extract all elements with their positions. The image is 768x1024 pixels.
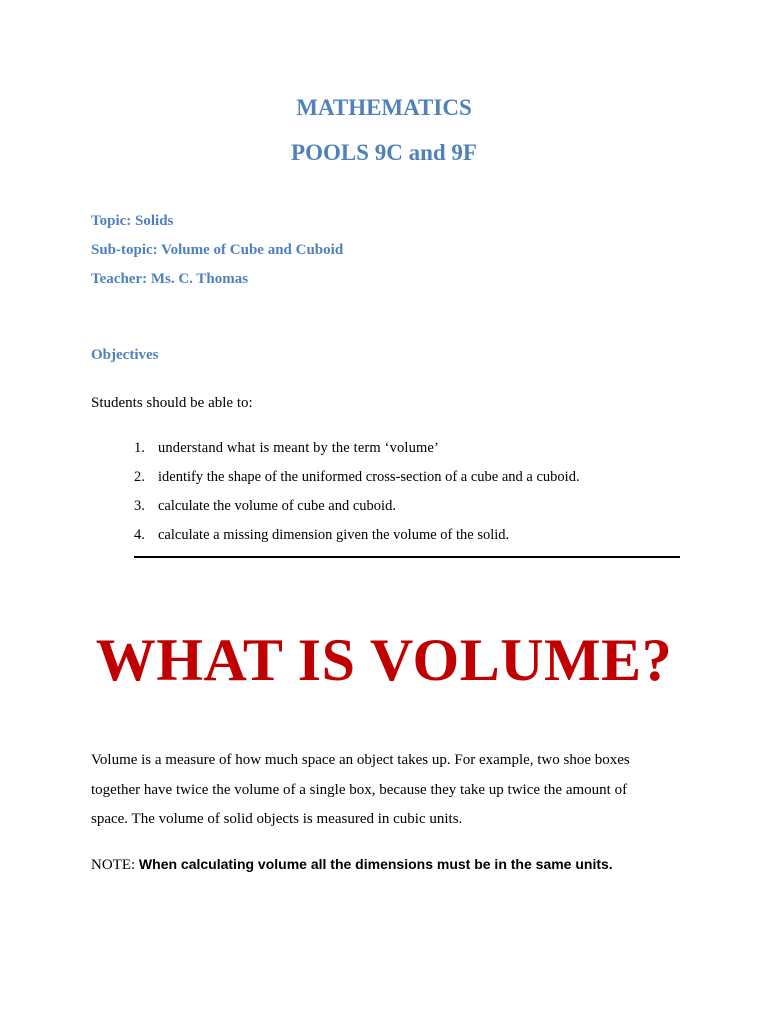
volume-heading: WHAT IS VOLUME? — [95, 627, 673, 693]
teacher-line: Teacher: Ms. C. Thomas — [91, 271, 249, 287]
note-label: NOTE: — [91, 857, 139, 873]
pools-title: POOLS 9C and 9F — [291, 140, 477, 165]
objective-item — [134, 526, 580, 555]
topic-line: Topic: Solids — [91, 213, 174, 229]
section-divider — [134, 556, 680, 558]
objective-item — [134, 468, 580, 497]
objective-text: calculate the volume of cube and cuboid. — [158, 498, 396, 514]
objective-text: identify the shape of the uniformed cross-section of a cube and a cuboid. — [158, 469, 580, 485]
objectives-heading: Objectives — [91, 347, 159, 363]
note-text: When calculating volume all the dimensions must be in the same units. — [138, 856, 613, 872]
note-line — [91, 854, 613, 875]
objective-text: calculate a missing dimension given the volume of the solid. — [158, 527, 510, 543]
objective-item — [134, 497, 580, 526]
objective-item — [134, 439, 580, 468]
volume-paragraph: Volume is a measure of how much space an object takes up. For example, two shoe boxes together have twice the volume of a single box, because they take up twice the amount of space. The volume of solid objects is measured in cubic units. — [91, 752, 630, 827]
subject-title: MATHEMATICS — [296, 95, 472, 120]
objective-number: 3. — [134, 498, 145, 514]
objective-number: 1. — [134, 440, 145, 456]
objectives-list — [134, 439, 580, 555]
objective-text: understand what is meant by the term ‘volume’ — [158, 440, 439, 456]
objective-number: 2. — [134, 469, 145, 485]
subtopic-line: Sub-topic: Volume of Cube and Cuboid — [91, 242, 344, 258]
objectives-intro: Students should be able to: — [91, 395, 253, 411]
objective-number: 4. — [134, 527, 145, 543]
